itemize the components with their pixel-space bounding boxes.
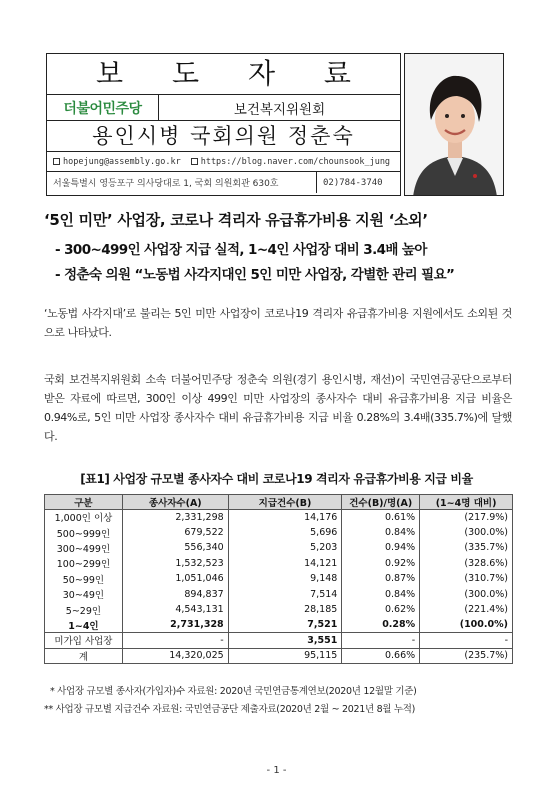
column-header: 구분 (45, 495, 123, 510)
press-release-title: 보 도 자 료 (47, 54, 400, 95)
ratio-cell: 0.84% (342, 586, 420, 601)
party-committee-row (47, 95, 400, 121)
ratio-cell: 0.94% (342, 540, 420, 555)
size-cell: 500~999인 (45, 525, 123, 540)
size-cell: 1~4인 (45, 617, 123, 632)
column-header: 건수(B)/명(A) (342, 495, 420, 510)
size-cell: 5~29인 (45, 602, 123, 617)
address-row (47, 172, 400, 193)
relative-cell: (300.0%) (420, 525, 513, 540)
relative-cell: (300.0%) (420, 586, 513, 601)
employees-cell: 556,340 (122, 540, 228, 555)
checkbox-icon (191, 158, 198, 165)
page-number: - 1 - (266, 765, 287, 776)
employees-cell: 2,331,298 (122, 510, 228, 525)
size-cell: 100~299인 (45, 556, 123, 571)
column-header: (1~4명 대비) (420, 495, 513, 510)
ratio-cell: 0.66% (342, 648, 420, 663)
relative-cell: (310.7%) (420, 571, 513, 586)
headline: ‘5인 미만’ 사업장, 코로나 격리자 유급휴가비용 지원 ‘소외’ (44, 211, 428, 229)
table-header-row (45, 495, 513, 510)
relative-cell: (235.7%) (420, 648, 513, 663)
table-caption: [표1] 사업장 규모별 종사자수 대비 코로나19 격리자 유급휴가비용 지급 비율 (80, 472, 473, 486)
party-logo: 더불어민주당 (47, 95, 159, 120)
checkbox-icon (53, 158, 60, 165)
email-item (53, 157, 181, 167)
ratio-cell: 0.62% (342, 602, 420, 617)
ratio-cell: - (342, 633, 420, 648)
size-cell: 미가입 사업장 (45, 633, 123, 648)
relative-cell: (335.7%) (420, 540, 513, 555)
leave-payment-table (44, 494, 513, 664)
payments-cell: 14,176 (228, 510, 342, 525)
payments-cell: 9,148 (228, 571, 342, 586)
payments-cell: 7,514 (228, 586, 342, 601)
table-total-row (45, 648, 513, 663)
email-link[interactable]: hopejung@assembly.go.kr (63, 156, 181, 167)
table-footnote-1: * 사업장 규모별 종사자(가입자)수 자료원: 2020년 국민연금통계연보(2020년 12월말 기준) (50, 686, 417, 697)
employees-cell: 679,522 (122, 525, 228, 540)
office-phone: 02)784-3740 (323, 177, 383, 188)
relative-cell: (221.4%) (420, 602, 513, 617)
employees-cell: - (122, 633, 228, 648)
size-cell: 50~99인 (45, 571, 123, 586)
table-row (45, 540, 513, 555)
committee-name: 보건복지위원회 (233, 101, 326, 118)
contact-row (47, 152, 400, 172)
size-cell: 300~499인 (45, 540, 123, 555)
column-header: 종사자수(A) (122, 495, 228, 510)
table-row (45, 586, 513, 601)
column-header: 지급건수(B) (228, 495, 342, 510)
ratio-cell: 0.87% (342, 571, 420, 586)
employees-cell: 894,837 (122, 586, 228, 601)
subheadline-2: - 정춘숙 의원 “노동법 사각지대인 5인 미만 사업장, 각별한 관리 필요” (55, 267, 455, 283)
body-paragraph-2: 국회 보건복지위원회 소속 더불어민주당 정춘숙 의원(경기 용인시병, 재선)이 국민연금공단으로부터 받은 자료에 따르면, 300인 이상 499인 미만 사업장의 종사자수 대비 유급휴가비용 지급 비율은 0.94%로, 5인 미만 사업장 종사자수 대비 유급휴가비용 지급 비율 0.28%의 3.4배(335.7%)에 달했다. (44, 373, 512, 443)
employees-cell: 14,320,025 (122, 648, 228, 663)
table-row-highlight (45, 617, 513, 632)
size-cell: 1,000인 이상 (45, 510, 123, 525)
relative-cell: (100.0%) (420, 617, 513, 632)
employees-cell: 1,532,523 (122, 556, 228, 571)
subheadline-1: - 300~499인 사업장 지급 실적, 1~4인 사업장 대비 3.4배 높아 (55, 242, 427, 258)
relative-cell: (328.6%) (420, 556, 513, 571)
employees-cell: 1,051,046 (122, 571, 228, 586)
ratio-cell: 0.84% (342, 525, 420, 540)
relative-cell: - (420, 633, 513, 648)
table-row (45, 633, 513, 648)
legislator-name: 용인시병 국회의원 정춘숙 (47, 121, 400, 152)
ratio-cell: 0.61% (342, 510, 420, 525)
size-cell: 30~49인 (45, 586, 123, 601)
body-paragraph-1: ‘노동법 사각지대’로 불리는 5인 미만 사업장이 코로나19 격리자 유급휴가비용 지원에서도 소외된 것으로 나타났다. (44, 307, 512, 339)
table-row (45, 556, 513, 571)
table-row (45, 510, 513, 525)
table-footnote-2: ** 사업장 규모별 지급건수 자료원: 국민연금공단 제출자료(2020년 2월 ~ 2021년 8월 누적) (44, 704, 416, 715)
payments-cell: 28,185 (228, 602, 342, 617)
payments-cell: 5,696 (228, 525, 342, 540)
relative-cell: (217.9%) (420, 510, 513, 525)
portrait-image (405, 54, 504, 196)
table-row (45, 525, 513, 540)
press-release-header (46, 53, 401, 196)
legislator-photo (404, 53, 504, 196)
payments-cell: 95,115 (228, 648, 342, 663)
payments-cell: 5,203 (228, 540, 342, 555)
blog-item (191, 157, 390, 167)
payments-cell: 7,521 (228, 617, 342, 632)
table-row (45, 602, 513, 617)
payments-cell: 3,551 (228, 633, 342, 648)
office-address: 서울특별시 영등포구 의사당대로 1, 국회 의원회관 630호 (47, 172, 317, 193)
employees-cell: 2,731,328 (122, 617, 228, 632)
blog-link[interactable]: https://blog.naver.com/chounsook_jung (200, 156, 391, 167)
table-row (45, 571, 513, 586)
size-cell: 계 (45, 648, 123, 663)
payments-cell: 14,121 (228, 556, 342, 571)
ratio-cell: 0.92% (342, 556, 420, 571)
employees-cell: 4,543,131 (122, 602, 228, 617)
ratio-cell: 0.28% (342, 617, 420, 632)
